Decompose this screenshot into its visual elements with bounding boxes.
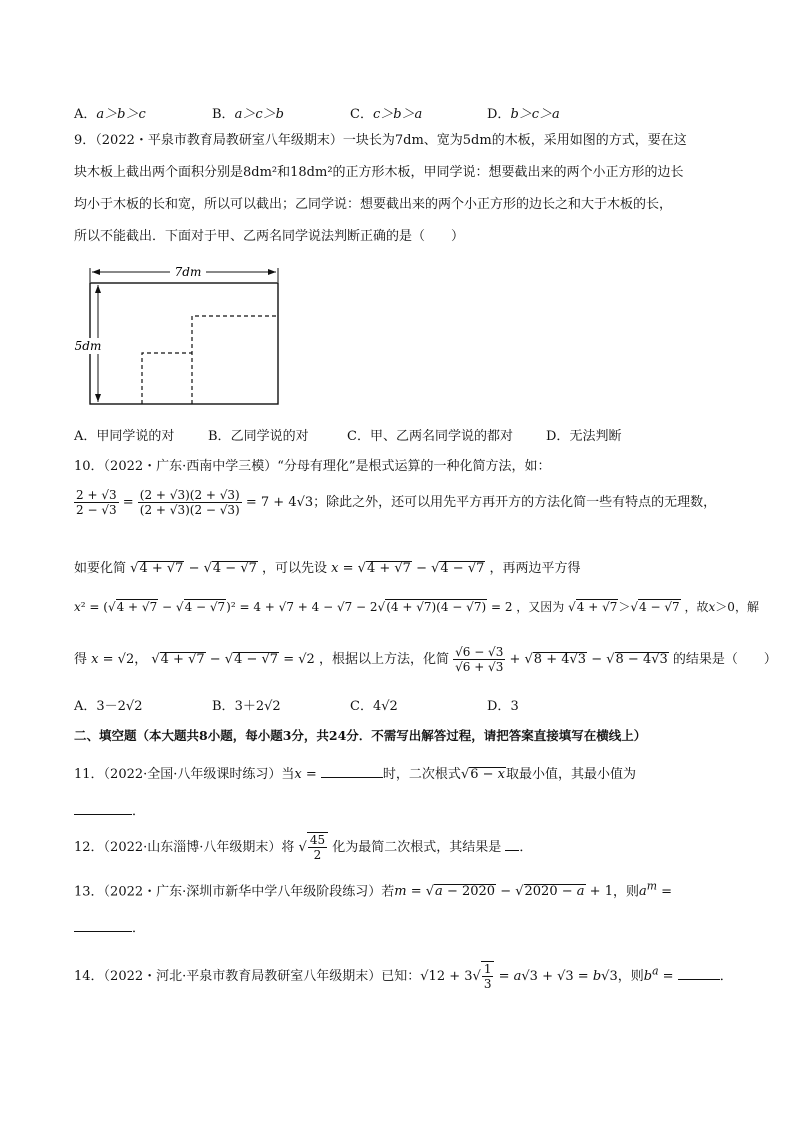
q9-line-1: 9．（2022・平泉市教育局教研室八年级期末）一块长为7dm、宽为5dm的木板，采用如图的方式，要在这 (74, 133, 687, 148)
q14-blank[interactable] (678, 966, 720, 980)
question-12: 12．（2022·山东淄博·八年级期末）将 √ $\frac{45}{2}$ 化为最简二次根式，其结果是 ． (74, 833, 533, 862)
q9-option-a[interactable]: A．甲同学说的对 (74, 429, 175, 444)
q10-option-d[interactable]: D．3 (487, 699, 519, 714)
q10-line-5: 得 x = √2， √4 + √7 − √4 − √7 = √2 ，根据以上方法，化简 $\frac{√6 - √3}{√6 + √3}$ + √8 + 4√3 − √8 − 4√3 的结果是（ ） (74, 645, 777, 674)
question-13: 13．（2022・广东·深圳市新华中学八年级阶段练习）若m = √a − 2020 − √2020 − a + 1，则$a^m$ = (74, 880, 673, 900)
question-14: 14．（2022・河北·平泉市教育局教研室八年级期末）已知：√12 + 3√ $\frac{1}{3}$ = a√3 + √3 = b√3，则$b^a$ = ． (74, 962, 733, 991)
small-square (142, 353, 192, 404)
q9-line-4: 所以不能截出．下面对于甲、乙两名同学说法判断正确的是（ ） (74, 229, 465, 244)
width-label: 7dm (174, 265, 202, 279)
height-label: 5dm (74, 339, 102, 353)
q9-option-b[interactable]: B．乙同学说的对 (208, 429, 309, 444)
q8-option-c[interactable]: C．c＞b＞a (350, 107, 423, 122)
q8-option-a[interactable]: A．a＞b＞c (74, 107, 146, 122)
q10-option-c[interactable]: C．4√2 (350, 699, 398, 714)
q9-board-figure (70, 258, 290, 410)
q10-example-equation: $\frac{2 + √3}{2 - √3}$ = $\frac{(2 + √3)(2 + √3)}{(2 + √3)(2 - √3)}$ = 7 + 4√3；除此之外，还可以用先平方再开方的方法化简一些有特点的无理数， (76, 488, 717, 517)
q11-answer-line: ． (74, 800, 145, 819)
q8-option-d[interactable]: D．b＞c＞a (487, 107, 560, 122)
q11-blank-2[interactable] (74, 801, 132, 815)
board-rectangle (90, 283, 278, 404)
q10-intro: 10．（2022・广东·西南中学三模）“分母有理化”是根式运算的一种化简方法，如： (74, 459, 551, 474)
q10-line-4: x² = (√4 + √7 − √4 − √7)² = 4 + √7 + 4 − √7 − 2√(4 + √7)(4 − √7) = 2 ，又因为 √4 + √7＞√4 − √7 ，故x＞0，解 (74, 600, 759, 614)
q10-option-b[interactable]: B．3＋2√2 (212, 699, 281, 714)
q13-answer-line: ． (74, 917, 145, 936)
q13-blank[interactable] (74, 918, 132, 932)
section-2-heading: 二、填空题（本大题共8小题，每小题3分，共24分．不需写出解答过程，请把答案直接填写在横线上） (74, 728, 647, 743)
question-11: 11．（2022·全国·八年级课时练习）当x = 时，二次根式√6 − x取最小值，其最小值为 (74, 763, 636, 782)
large-square (192, 316, 278, 404)
q9-option-c[interactable]: C．甲、乙两名同学说的都对 (347, 429, 513, 444)
q9-line-3: 均小于木板的长和宽，所以可以截出；乙同学说：想要截出来的两个小正方形的边长之和大于木板的长， (74, 197, 673, 212)
q12-blank[interactable] (505, 837, 519, 851)
q9-option-d[interactable]: D．无法判断 (546, 429, 622, 444)
q11-blank-1[interactable] (321, 764, 383, 778)
q10-line-3: 如要化简 √4 + √7 − √4 − √7 ，可以先设 x = √4 + √7 − √4 − √7 ，再两边平方得 (74, 561, 581, 576)
q8-option-b[interactable]: B．a＞c＞b (212, 107, 284, 122)
q9-line-2: 块木板上截出两个面积分别是8dm²和18dm²的正方形木板，甲同学说：想要截出来的两个小正方形的边长 (74, 165, 684, 180)
q10-option-a[interactable]: A．3－2√2 (74, 699, 143, 714)
